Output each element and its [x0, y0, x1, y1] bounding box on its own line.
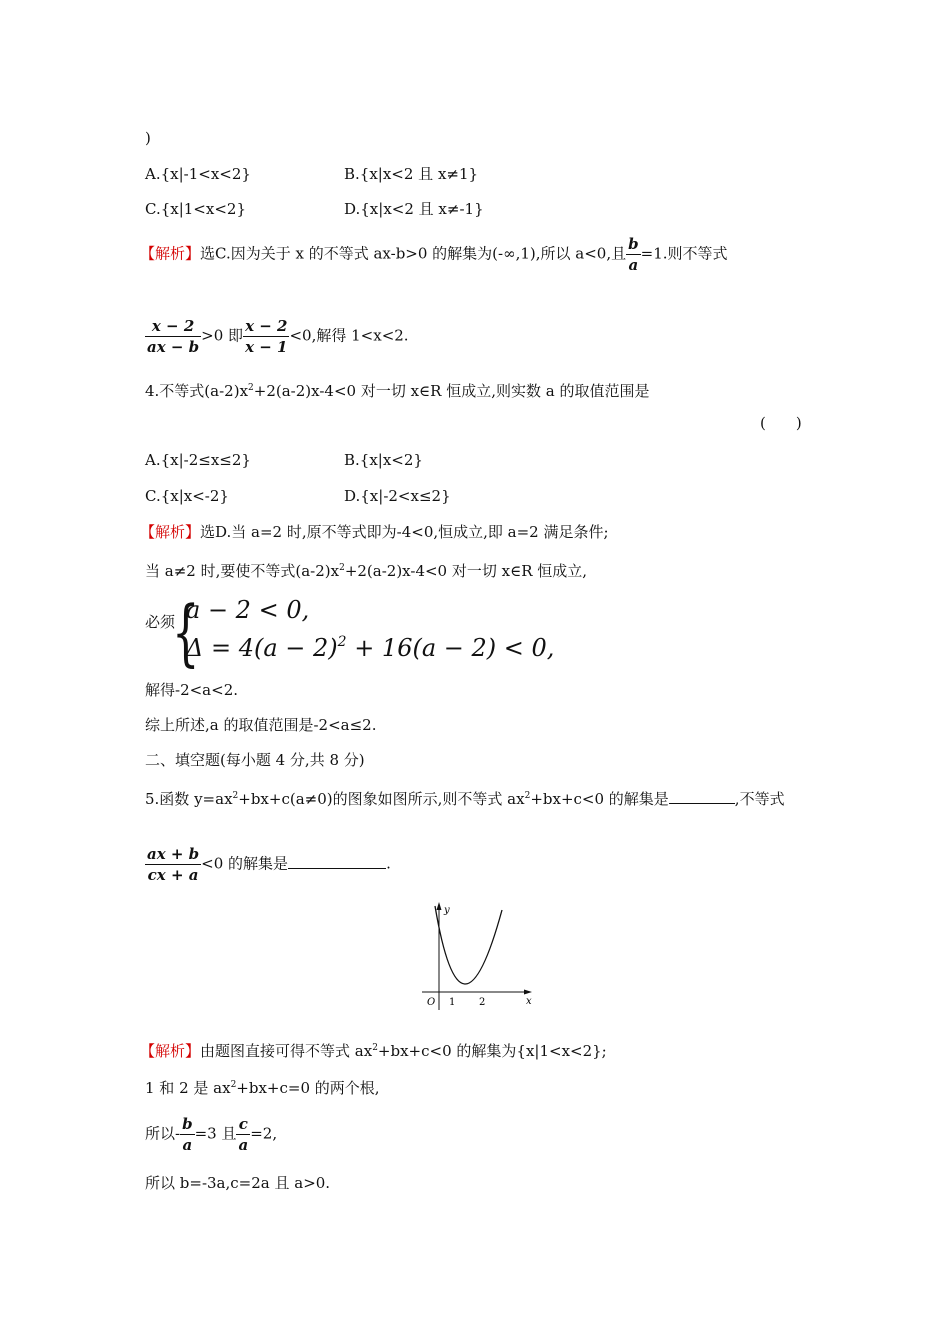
q3-solution-text: 选C.因为关于 x 的不等式 ax-b>0 的解集为(-∞,1),所以 a<0,且 [200, 244, 627, 263]
q3-solution-line1 [140, 234, 728, 275]
fraction-x2-over-x1: $\frac{x - 2}{x - 1}$ [245, 317, 288, 356]
fraction-axb-over-cxa: $\frac{ax + b}{cx + a}$ [147, 845, 200, 884]
q3-solution-tail: =1.则不等式 [640, 244, 728, 263]
solution-tag: 【解析】 [140, 523, 201, 541]
q4-option-d: D.{x|-2<x≤2} [344, 487, 451, 505]
parabola-curve [435, 906, 502, 984]
fraction-c-over-a: $\frac{c}{a}$ [238, 1115, 249, 1154]
q4-summary: 综上所述,a 的取值范围是-2<a≤2. [145, 716, 377, 734]
fraction-x2-over-axb: $\frac{x - 2}{ax - b}$ [147, 317, 200, 356]
answer-blank-1[interactable] [669, 803, 735, 804]
q4-solved: 解得-2<a<2. [145, 681, 239, 699]
q5-so-line1: 所以- $\frac{b}{a}$ =3 且 $\frac{c}{a}$ =2, [145, 1115, 278, 1154]
tick-1-label: 1 [449, 997, 456, 1008]
q3-option-b: B.{x|x<2 且 x≠1} [344, 165, 479, 183]
q5-stem-line2: $\frac{ax + b}{cx + a}$ <0 的解集是 . [147, 845, 391, 884]
section-heading: 二、填空题(每小题 4 分,共 8 分) [145, 751, 365, 769]
q5-so-line2: 所以 b=-3a,c=2a 且 a>0. [145, 1174, 331, 1192]
q4-solution-line1: 【解析】选D.当 a=2 时,原不等式即为-4<0,恒成立,即 a=2 满足条件; [140, 523, 609, 541]
fraction-b-over-a: $\frac{b}{a}$ [628, 235, 639, 274]
tick-2-label: 2 [479, 997, 486, 1008]
q4-answer-paren: ( ) [760, 414, 802, 432]
system-eq-2: $\Delta = 4(a - 2)^2 + 16(a - 2) < 0$, [186, 634, 555, 662]
q5-roots-line: 1 和 2 是 $ax^2+bx+c=0$ 的两个根, [145, 1079, 380, 1097]
left-brace: { [172, 590, 200, 674]
q4-option-a: A.{x|-2≤x≤2} [145, 451, 251, 469]
q3-solution-line2 [145, 316, 409, 357]
fraction-b-over-a: $\frac{b}{a}$ [182, 1115, 193, 1154]
x-axis-arrow [524, 990, 532, 995]
q5-stem: 5.函数 $y=ax^2+bx+c(a\ne 0)$的图象如图所示,则不等式 $ax^2+bx+c<0$ 的解集是 ,不等式 [145, 790, 785, 808]
q4-option-b: B.{x|x<2} [344, 451, 423, 469]
q3-option-c: C.{x|1<x<2} [145, 200, 246, 218]
q3-option-d: D.{x|x<2 且 x≠-1} [344, 200, 484, 218]
q4-option-c: C.{x|x<-2} [145, 487, 229, 505]
origin-label: O [427, 997, 436, 1008]
answer-blank-2[interactable] [288, 868, 386, 869]
y-axis-arrow [437, 902, 442, 910]
q3-option-a: A.{x|-1<x<2} [145, 165, 251, 183]
parabola-graph [418, 900, 538, 1012]
q4-must-label: 必须 [145, 613, 176, 631]
solution-tag: 【解析】 [140, 244, 201, 263]
solution-tag: 【解析】 [140, 1042, 201, 1060]
q3-solution-mid: >0 即 [201, 326, 244, 345]
q3-continuation: ) [145, 129, 151, 147]
x-label: x [526, 996, 532, 1007]
system-eq-1: a − 2 < 0, [186, 596, 310, 624]
q3-solution-result: <0,解得 1<x<2. [289, 326, 409, 345]
q4-solution-line2: 当 a≠2 时,要使不等式$(a-2)x^2+2(a-2)x-4<0$ 对一切 x∈R 恒成立, [145, 562, 588, 580]
q4-stem: 4.不等式$(a-2)x^2+2(a-2)x-4<0$ 对一切 x∈R 恒成立,则实数 a 的取值范围是 [145, 382, 650, 400]
y-label: y [444, 905, 450, 916]
q5-solution-line1: 【解析】由题图直接可得不等式 $ax^2+bx+c<0$ 的解集为{x|1<x<2}; [140, 1042, 607, 1060]
